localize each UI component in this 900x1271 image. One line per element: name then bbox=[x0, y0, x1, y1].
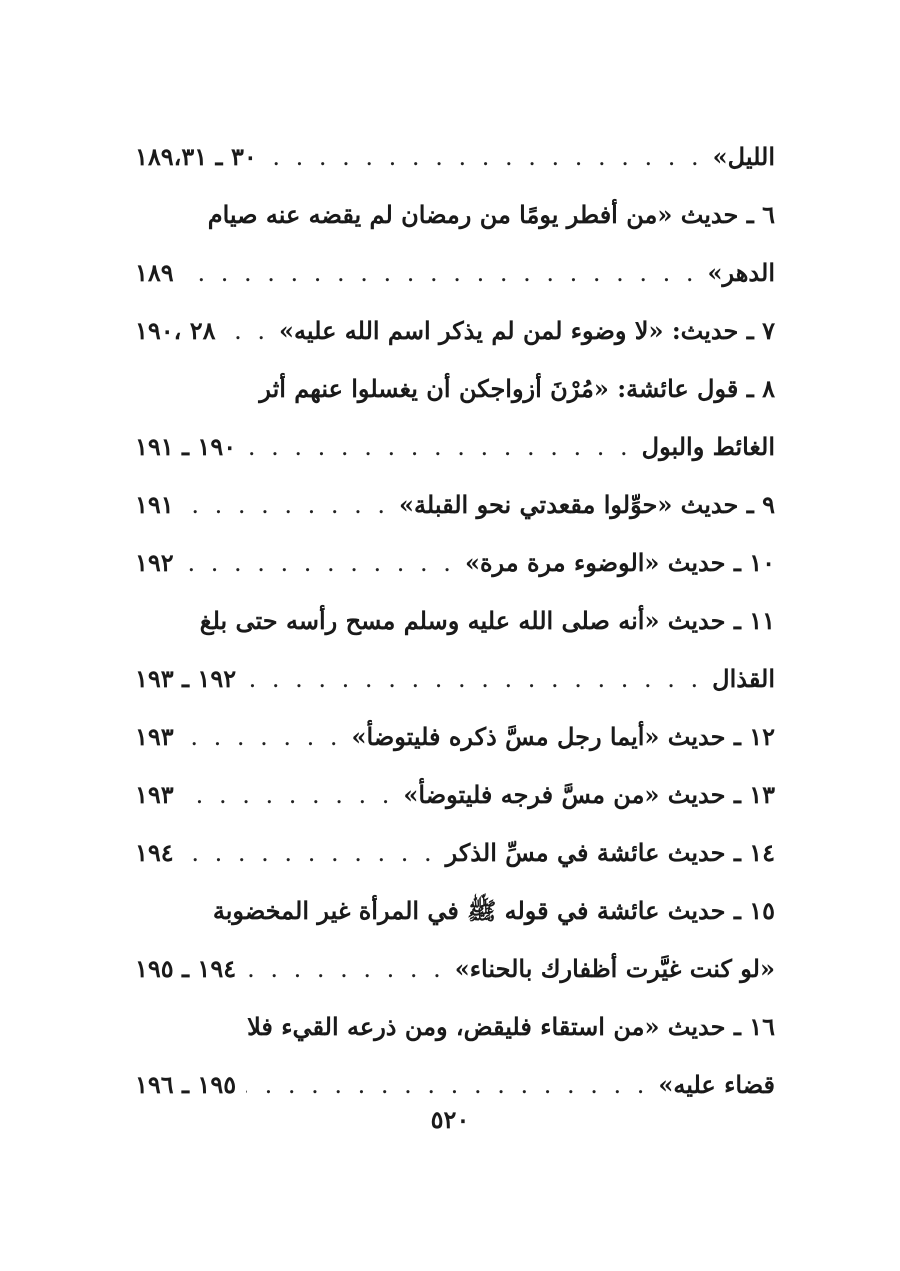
toc-entry-pages: ٣٠ ـ ١٨٩،٣١ bbox=[135, 142, 257, 171]
toc-entry-pages: ١٨٩ bbox=[135, 258, 174, 287]
dot-leader bbox=[184, 476, 389, 534]
dot-leader bbox=[184, 244, 698, 302]
toc-entry-pages: ١٩٢ bbox=[135, 548, 174, 577]
toc-entry-title: الدهر» bbox=[707, 258, 775, 287]
dot-leader bbox=[267, 128, 703, 186]
toc-entry bbox=[135, 418, 775, 476]
toc-entry bbox=[135, 244, 775, 302]
toc-entry-title: ١٤ ـ حديث عائشة في مسِّ الذكر bbox=[445, 838, 775, 867]
toc-entry-pages: ١٩١ bbox=[135, 490, 174, 519]
toc-entry-pages: ١٩٣ bbox=[135, 780, 174, 809]
toc-entry-title: ١٦ ـ حديث «من استقاء فليقض، ومن ذرعه القيء فلا bbox=[247, 1012, 775, 1041]
toc-entry bbox=[135, 302, 775, 360]
toc-entry bbox=[135, 766, 775, 824]
dot-leader bbox=[184, 708, 342, 766]
dot-leader bbox=[246, 418, 632, 476]
toc-entry bbox=[135, 824, 775, 882]
toc-entry-title: «لو كنت غيَّرت أظفارك بالحناء» bbox=[454, 954, 775, 983]
toc-entry-pages: ١٩٣ bbox=[135, 722, 174, 751]
dot-leader bbox=[184, 534, 455, 592]
toc-entry-title: ١٣ ـ حديث «من مسَّ فرجه فليتوضأ» bbox=[403, 780, 775, 809]
dot-leader bbox=[226, 302, 269, 360]
toc-entry-pages: ١٩٤ bbox=[135, 838, 174, 867]
toc-entry bbox=[135, 708, 775, 766]
toc-entry-title: ٩ ـ حديث «حوِّلوا مقعدتي نحو القبلة» bbox=[399, 490, 775, 519]
toc-entry bbox=[135, 882, 775, 940]
toc-entry-pages: ١٩٢ ـ ١٩٣ bbox=[135, 664, 237, 693]
dot-leader bbox=[184, 766, 394, 824]
toc-entry-title: ٨ ـ قول عائشة: «مُرْنَ أزواجكن أن يغسلوا عنهم أثر bbox=[259, 374, 775, 403]
toc-entry bbox=[135, 360, 775, 418]
toc-entry-title: قضاء عليه» bbox=[658, 1070, 775, 1099]
toc-entry bbox=[135, 476, 775, 534]
dot-leader bbox=[246, 940, 445, 998]
dot-leader bbox=[246, 650, 702, 708]
toc-entry bbox=[135, 998, 775, 1056]
toc-entry-title: الغائط والبول bbox=[641, 432, 775, 461]
toc-entry bbox=[135, 940, 775, 998]
toc-entry-pages: ١٩٤ ـ ١٩٥ bbox=[135, 954, 237, 983]
toc-entry-title: ١٠ ـ حديث «الوضوء مرة مرة» bbox=[464, 548, 775, 577]
page-number: ٥٢٠ bbox=[430, 1105, 470, 1134]
dot-leader bbox=[184, 824, 436, 882]
toc-entry-title: القذال bbox=[712, 664, 775, 693]
toc-entry-pages: ١٩٠ ـ ١٩١ bbox=[135, 432, 237, 461]
toc-entry-pages: ٢٨ ،١٩٠ bbox=[135, 316, 216, 345]
toc-entry-title: ١٥ ـ حديث عائشة في قوله ﷺ في المرأة غير المخضوبة bbox=[212, 896, 775, 925]
toc-entry bbox=[135, 650, 775, 708]
toc-entry-title: الليل» bbox=[712, 142, 775, 171]
table-of-contents bbox=[135, 128, 775, 1114]
toc-entry bbox=[135, 128, 775, 186]
toc-entry-pages: ١٩٥ ـ ١٩٦ bbox=[135, 1070, 237, 1099]
toc-entry bbox=[135, 534, 775, 592]
toc-entry bbox=[135, 592, 775, 650]
toc-entry-title: ١١ ـ حديث «أنه صلى الله عليه وسلم مسح رأسه حتى بلغ bbox=[199, 606, 775, 635]
toc-entry-title: ٧ ـ حديث: «لا وضوء لمن لم يذكر اسم الله عليه» bbox=[279, 316, 775, 345]
toc-entry-title: ٦ ـ حديث «من أفطر يومًا من رمضان لم يقضه عنه صيام bbox=[207, 200, 775, 229]
toc-entry bbox=[135, 186, 775, 244]
toc-entry-title: ١٢ ـ حديث «أيما رجل مسَّ ذكره فليتوضأ» bbox=[351, 722, 775, 751]
